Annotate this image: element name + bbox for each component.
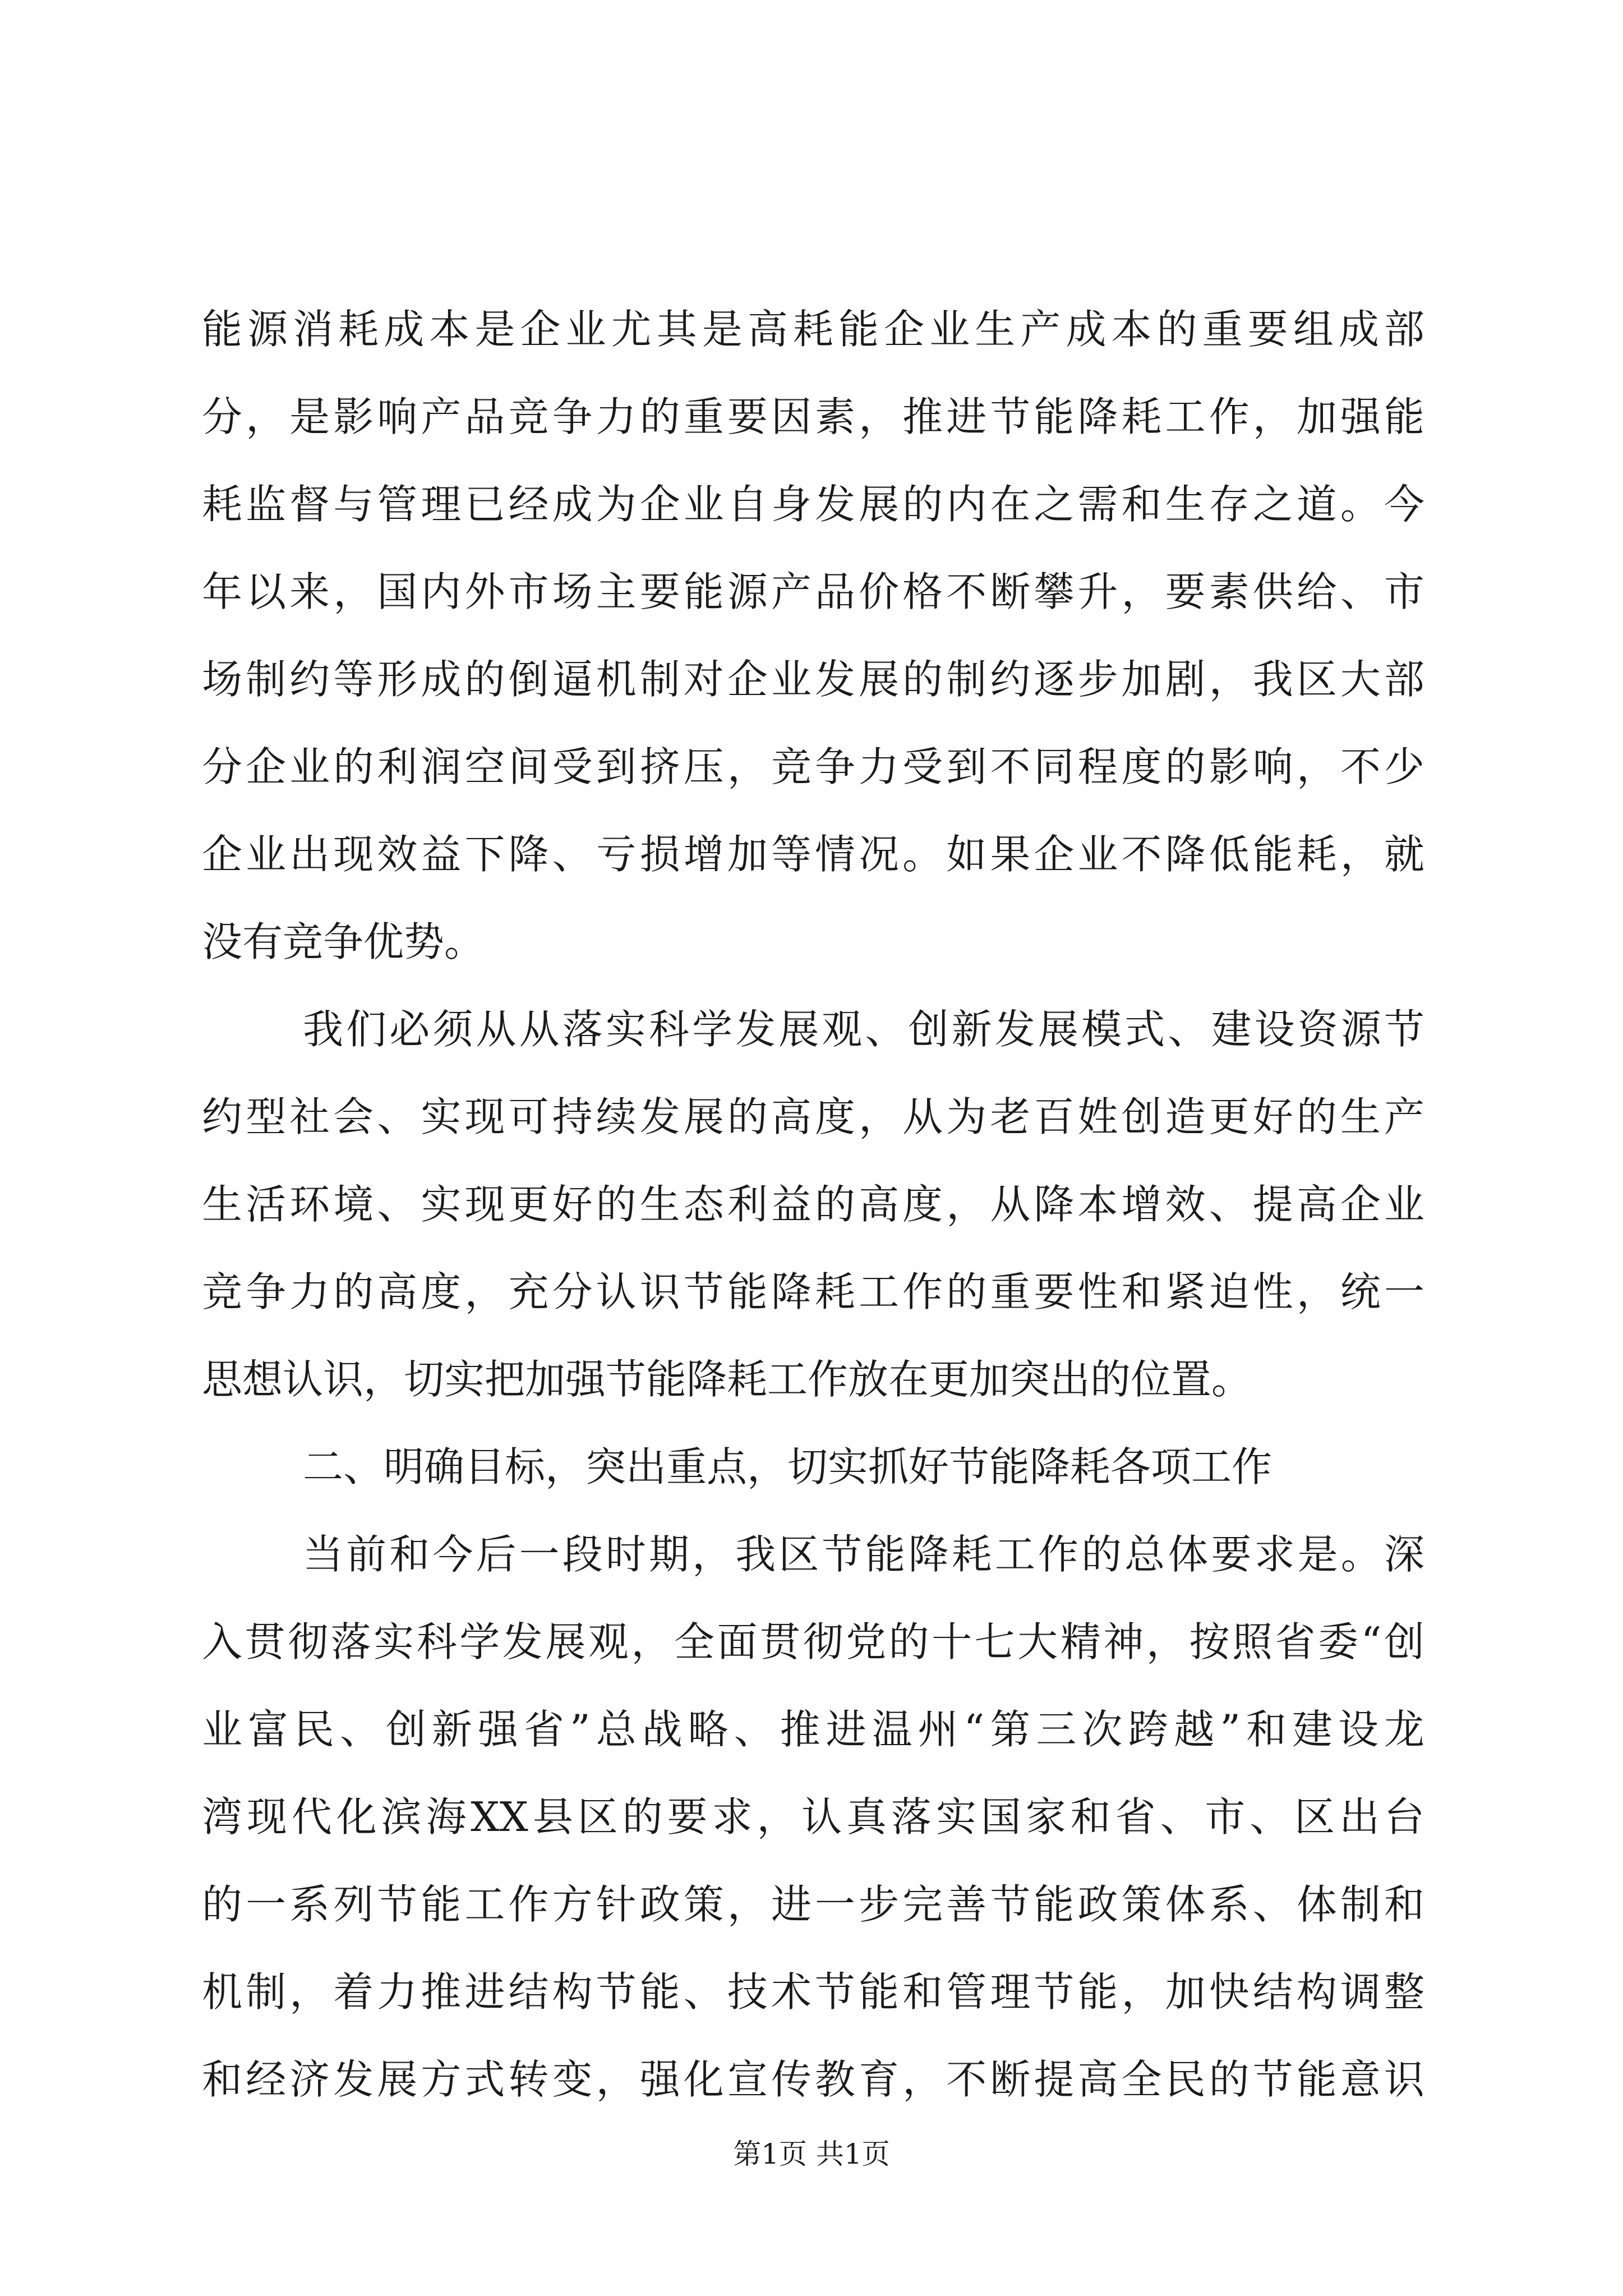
text-line: 能源消耗成本是企业尤其是高耗能企业生产成本的重要组成部 [202,306,1424,353]
page-number-footer: 第1页 共1页 [733,2138,890,2170]
text-line: 约型社会、实现可持续发展的高度，从为老百姓创造更好的生产 [202,1093,1424,1140]
text-line: 分企业的利润空间受到挤压，竞争力受到不同程度的影响，不少 [202,743,1424,790]
text-line: 业富民、创新强省”总战略、推进温州“第三次跨越”和建设龙 [202,1706,1424,1753]
text-line: 竞争力的高度，充分认识节能降耗工作的重要性和紧迫性，统一 [202,1268,1424,1315]
paragraph-first-line: 我们必须从从落实科学发展观、创新发展模式、建设资源节 [303,1006,1424,1053]
text-line: 场制约等形成的倒逼机制对企业发展的制约逐步加剧，我区大部 [202,656,1424,703]
text-line: 企业出现效益下降、亏损增加等情况。如果企业不降低能耗，就 [202,831,1424,878]
text-line: 分，是影响产品竞争力的重要因素，推进节能降耗工作，加强能 [202,393,1424,440]
text-line: 入贯彻落实科学发展观，全面贯彻党的十七大精神，按照省委“创 [202,1618,1424,1665]
text-line: 生活环境、实现更好的生态利益的高度，从降本增效、提高企业 [202,1181,1424,1228]
text-line: 年以来，国内外市场主要能源产品价格不断攀升，要素供给、市 [202,568,1424,615]
text-line: 和经济发展方式转变，强化宣传教育，不断提高全民的节能意识 [202,2056,1424,2103]
text-line: 耗监督与管理已经成为企业自身发展的内在之需和生存之道。今 [202,481,1424,528]
text-line: 机制，着力推进结构节能、技术节能和管理节能，加快结构调整 [202,1968,1424,2016]
paragraph-first-line: 当前和今后一段时期，我区节能降耗工作的总体要求是。深 [303,1531,1424,1578]
text-line: 的一系列节能工作方针政策，进一步完善节能政策体系、体制和 [202,1881,1424,1928]
text-line: 没有竞争优势。 [202,918,485,965]
text-line: 思想认识，切实把加强节能降耗工作放在更加突出的位置。 [202,1356,1252,1403]
section-heading: 二、明确目标，突出重点，切实抓好节能降耗各项工作 [303,1443,1272,1490]
text-line: 湾现代化滨海XX县区的要求，认真落实国家和省、市、区出台 [202,1793,1424,1841]
